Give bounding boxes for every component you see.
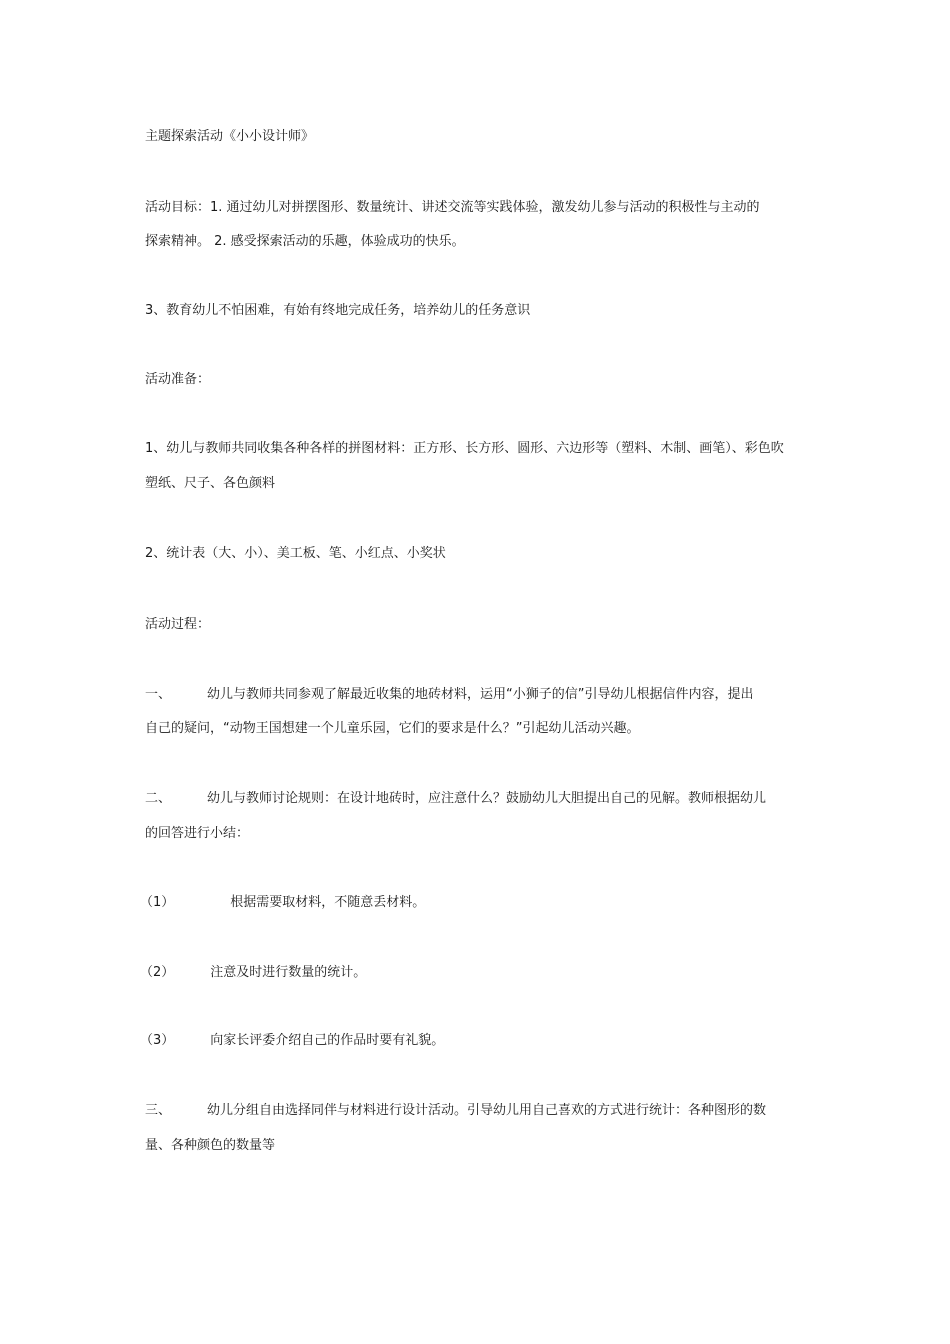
process-step-2-line-2: 的回答进行小结： xyxy=(145,826,250,841)
process-step-2-line-1 xyxy=(145,790,766,808)
process-step-3-marker: 三、 xyxy=(145,1103,172,1118)
rule-1-marker: （1） xyxy=(140,895,175,910)
rule-2-marker: （2） xyxy=(140,965,175,980)
rule-3-marker: （3） xyxy=(140,1033,175,1048)
preparation-item-1-line-1: 1、幼儿与教师共同收集各种各样的拼图材料：正方形、长方形、圆形、六边形等（塑料、木制、画笔）、彩色吹 xyxy=(145,441,784,456)
process-step-1-line-1 xyxy=(145,686,754,704)
goals-line-1: 活动目标：1. 通过幼儿对拼摆图形、数量统计、讲述交流等实践体验，激发幼儿参与活动的积极性与主动的 xyxy=(145,200,760,215)
document-title: 主题探索活动《小小设计师》 xyxy=(145,129,315,144)
process-step-2-marker: 二、 xyxy=(145,791,172,806)
process-step-3-line-2: 量、各种颜色的数量等 xyxy=(145,1138,276,1153)
process-step-3-line-1 xyxy=(145,1102,766,1120)
rule-1-text: 根据需要取材料，不随意丢材料。 xyxy=(230,895,426,910)
process-heading: 活动过程： xyxy=(145,617,211,632)
rule-item-3 xyxy=(140,1032,444,1050)
goals-line-3: 3、教育幼儿不怕困难，有始有终地完成任务，培养幼儿的任务意识 xyxy=(145,303,531,318)
rule-item-1 xyxy=(140,894,425,912)
rule-3-text: 向家长评委介绍自己的作品时要有礼貌。 xyxy=(210,1033,445,1048)
process-step-1-marker: 一、 xyxy=(145,687,172,702)
preparation-item-2: 2、统计表（大、小）、美工板、笔、小红点、小奖状 xyxy=(145,546,446,561)
preparation-item-1-line-2: 塑纸、尺子、各色颜料 xyxy=(145,476,276,491)
process-step-1-line-2: 自己的疑问，“动物王国想建一个儿童乐园，它们的要求是什么？”引起幼儿活动兴趣。 xyxy=(145,721,640,736)
preparation-heading: 活动准备： xyxy=(145,372,211,387)
process-step-1-text: 幼儿与教师共同参观了解最近收集的地砖材料，运用“小狮子的信”引导幼儿根据信件内容，提出 xyxy=(207,687,754,702)
rule-item-2 xyxy=(140,964,366,982)
rule-2-text: 注意及时进行数量的统计。 xyxy=(210,965,367,980)
goals-line-2: 探索精神。 2. 感受探索活动的乐趣，体验成功的快乐。 xyxy=(145,234,465,249)
process-step-3-text: 幼儿分组自由选择同伴与材料进行设计活动。引导幼儿用自己喜欢的方式进行统计：各种图形的数 xyxy=(207,1103,767,1118)
process-step-2-text: 幼儿与教师讨论规则：在设计地砖时，应注意什么？鼓励幼儿大胆提出自己的见解。教师根据幼儿 xyxy=(207,791,767,806)
